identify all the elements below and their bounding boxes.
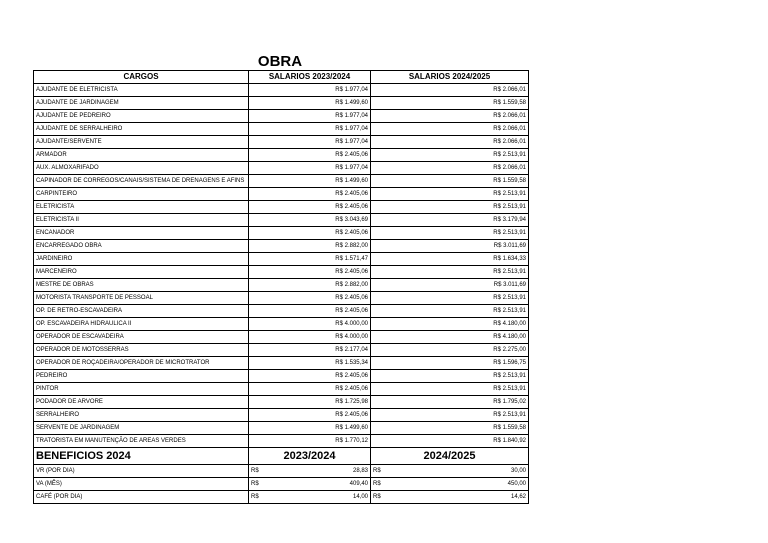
table-row — [34, 123, 529, 136]
cargo-cell: ELETRICISTA — [34, 201, 249, 214]
salary-2023-cell: R$ 3.043,69 — [249, 214, 371, 227]
benefit-2023-cell — [249, 478, 371, 491]
benefits-header-row — [34, 448, 529, 465]
cargo-cell: OPERADOR DE ESCAVADEIRA — [34, 331, 249, 344]
salary-2024-cell: R$ 2.066,01 — [371, 110, 529, 123]
salary-2023-cell: R$ 1.977,04 — [249, 84, 371, 97]
salary-2024-cell: R$ 1.795,02 — [371, 396, 529, 409]
salary-2023-cell: R$ 4.000,00 — [249, 318, 371, 331]
salary-2023-cell: R$ 1.499,60 — [249, 97, 371, 110]
header-cargos: CARGOS — [34, 71, 249, 84]
salary-2023-cell: R$ 1.535,34 — [249, 357, 371, 370]
salary-2024-cell: R$ 2.513,91 — [371, 227, 529, 240]
salary-2023-cell: R$ 1.977,04 — [249, 123, 371, 136]
salary-2023-cell: R$ 2.882,00 — [249, 240, 371, 253]
salary-2024-cell: R$ 2.513,91 — [371, 409, 529, 422]
salary-2024-cell: R$ 2.066,01 — [371, 162, 529, 175]
table-row — [34, 175, 529, 188]
benefit-row — [34, 491, 529, 504]
benefit-2023-value: 28,83 — [352, 468, 368, 474]
cargo-cell: AJUDANTE DE PEDREIRO — [34, 110, 249, 123]
table-row — [34, 227, 529, 240]
table-row — [34, 240, 529, 253]
salary-2024-cell: R$ 1.634,33 — [371, 253, 529, 266]
benefit-label: VR (POR DIA) — [34, 465, 249, 478]
salary-2024-cell: R$ 2.066,01 — [371, 136, 529, 149]
salary-2023-cell: R$ 1.499,60 — [249, 422, 371, 435]
salary-2024-cell: R$ 2.275,00 — [371, 344, 529, 357]
salary-2024-cell: R$ 2.513,91 — [371, 266, 529, 279]
cargo-cell: CARPINTEIRO — [34, 188, 249, 201]
currency-symbol: R$ — [251, 481, 259, 487]
currency-symbol: R$ — [373, 468, 381, 474]
table-row — [34, 331, 529, 344]
table-row — [34, 279, 529, 292]
cargo-cell: AJUDANTE DE ELETRICISTA — [34, 84, 249, 97]
table-row — [34, 136, 529, 149]
table-row — [34, 214, 529, 227]
salary-2024-cell: R$ 1.596,75 — [371, 357, 529, 370]
cargo-cell: MESTRE DE OBRAS — [34, 279, 249, 292]
benefit-2024-value: 30,00 — [510, 468, 526, 474]
salary-2024-cell: R$ 2.513,91 — [371, 305, 529, 318]
benefit-label: VA (MÊS) — [34, 478, 249, 491]
table-row — [34, 84, 529, 97]
salary-2023-cell: R$ 2.405,06 — [249, 201, 371, 214]
salary-2024-cell: R$ 2.513,91 — [371, 370, 529, 383]
salary-2023-cell: R$ 4.000,00 — [249, 331, 371, 344]
salary-2024-cell: R$ 2.513,91 — [371, 383, 529, 396]
benefit-row — [34, 465, 529, 478]
salary-table — [33, 70, 529, 504]
table-row — [34, 422, 529, 435]
salary-2023-cell: R$ 2.405,06 — [249, 227, 371, 240]
table-row — [34, 409, 529, 422]
header-salarios-2024: SALARIOS 2024/2025 — [371, 71, 529, 84]
currency-symbol: R$ — [373, 481, 381, 487]
salary-2023-cell: R$ 2.177,04 — [249, 344, 371, 357]
salary-2024-cell: R$ 4.180,00 — [371, 318, 529, 331]
cargo-cell: PEDREIRO — [34, 370, 249, 383]
salary-2023-cell: R$ 2.405,06 — [249, 409, 371, 422]
cargo-cell: OP. DE RETRO-ESCAVADEIRA — [34, 305, 249, 318]
currency-symbol: R$ — [373, 494, 381, 500]
cargo-cell: PODADOR DE ARVORE — [34, 396, 249, 409]
benefits-col-2024: 2024/2025 — [371, 448, 529, 465]
cargo-cell: TRATORISTA EM MANUTENÇÃO DE AREAS VERDES — [34, 435, 249, 448]
header-salarios-2023: SALARIOS 2023/2024 — [249, 71, 371, 84]
table-row — [34, 149, 529, 162]
benefit-2023-value: 14,00 — [352, 494, 368, 500]
salary-2023-cell: R$ 1.977,04 — [249, 110, 371, 123]
salary-2023-cell: R$ 1.499,60 — [249, 175, 371, 188]
salary-2023-cell: R$ 2.882,00 — [249, 279, 371, 292]
salary-2024-cell: R$ 1.559,58 — [371, 97, 529, 110]
benefit-2024-cell — [371, 465, 529, 478]
cargo-cell: MOTORISTA TRANSPORTE DE PESSOAL — [34, 292, 249, 305]
cargo-cell: SERVENTE DE JARDINAGEM — [34, 422, 249, 435]
table-header-row — [34, 71, 529, 84]
cargo-cell: OPERADOR DE ROÇADEIRA/OPERADOR DE MICROTRATOR — [34, 357, 249, 370]
salary-2024-cell: R$ 2.513,91 — [371, 149, 529, 162]
salary-2023-cell: R$ 2.405,06 — [249, 305, 371, 318]
cargo-cell: ENCARREGADO OBRA — [34, 240, 249, 253]
table-row — [34, 162, 529, 175]
table-row — [34, 266, 529, 279]
benefit-2024-cell — [371, 478, 529, 491]
salary-2024-cell: R$ 3.011,69 — [371, 279, 529, 292]
benefit-2024-value: 14,62 — [510, 494, 526, 500]
cargo-cell: ARMADOR — [34, 149, 249, 162]
page-title: OBRA — [257, 53, 303, 70]
salary-2023-cell: R$ 1.571,47 — [249, 253, 371, 266]
benefit-2023-cell — [249, 491, 371, 504]
cargo-cell: OPERADOR DE MOTOSSERRAS — [34, 344, 249, 357]
table-row — [34, 396, 529, 409]
table-row — [34, 110, 529, 123]
table-row — [34, 357, 529, 370]
salary-2023-cell: R$ 2.405,06 — [249, 149, 371, 162]
benefit-2023-value: 409,40 — [349, 481, 368, 487]
benefit-label: CAFÉ (POR DIA) — [34, 491, 249, 504]
cargo-cell: ENCANADOR — [34, 227, 249, 240]
table-row — [34, 188, 529, 201]
salary-2024-cell: R$ 2.066,01 — [371, 123, 529, 136]
cargo-cell: MARCENEIRO — [34, 266, 249, 279]
table-row — [34, 292, 529, 305]
cargo-cell: PINTOR — [34, 383, 249, 396]
salary-2024-cell: R$ 2.513,91 — [371, 292, 529, 305]
cargo-cell: OP. ESCAVADEIRA HIDRAULICA II — [34, 318, 249, 331]
salary-2024-cell: R$ 1.559,58 — [371, 422, 529, 435]
benefits-title: BENEFICIOS 2024 — [34, 448, 249, 465]
salary-2024-cell: R$ 1.559,58 — [371, 175, 529, 188]
salary-2023-cell: R$ 2.405,06 — [249, 188, 371, 201]
salary-2023-cell: R$ 2.405,06 — [249, 266, 371, 279]
cargo-cell: AJUDANTE DE SERRALHEIRO — [34, 123, 249, 136]
salary-2023-cell: R$ 1.977,04 — [249, 136, 371, 149]
salary-2024-cell: R$ 3.179,94 — [371, 214, 529, 227]
table-row — [34, 383, 529, 396]
salary-2023-cell: R$ 2.405,06 — [249, 292, 371, 305]
table-row — [34, 435, 529, 448]
cargo-cell: SERRALHEIRO — [34, 409, 249, 422]
cargo-cell: CAPINADOR DE CORREGOS/CANAIS/SISTEMA DE DRENAGENS E AFINS — [34, 175, 249, 188]
benefit-row — [34, 478, 529, 491]
table-row — [34, 344, 529, 357]
salary-2023-cell: R$ 2.405,06 — [249, 370, 371, 383]
currency-symbol: R$ — [251, 494, 259, 500]
table-row — [34, 370, 529, 383]
salary-2024-cell: R$ 2.513,91 — [371, 188, 529, 201]
salary-2024-cell: R$ 4.180,00 — [371, 331, 529, 344]
table-row — [34, 201, 529, 214]
table-row — [34, 318, 529, 331]
benefit-2024-cell — [371, 491, 529, 504]
cargo-cell: AJUDANTE DE JARDINAGEM — [34, 97, 249, 110]
salary-2023-cell: R$ 2.405,06 — [249, 383, 371, 396]
cargo-cell: ELETRICISTA II — [34, 214, 249, 227]
salary-2023-cell: R$ 1.977,04 — [249, 162, 371, 175]
salary-2023-cell: R$ 1.770,12 — [249, 435, 371, 448]
cargo-cell: AUX. ALMOXARIFADO — [34, 162, 249, 175]
cargo-cell: AJUDANTE/SERVENTE — [34, 136, 249, 149]
cargo-cell: JARDINEIRO — [34, 253, 249, 266]
table-row — [34, 305, 529, 318]
salary-2024-cell: R$ 2.513,91 — [371, 201, 529, 214]
salary-2024-cell: R$ 2.066,01 — [371, 84, 529, 97]
salary-2023-cell: R$ 1.725,98 — [249, 396, 371, 409]
salary-2024-cell: R$ 3.011,69 — [371, 240, 529, 253]
benefits-col-2023: 2023/2024 — [249, 448, 371, 465]
table-row — [34, 97, 529, 110]
currency-symbol: R$ — [251, 468, 259, 474]
table-row — [34, 253, 529, 266]
benefit-2024-value: 450,00 — [507, 481, 526, 487]
salary-2024-cell: R$ 1.840,92 — [371, 435, 529, 448]
benefit-2023-cell — [249, 465, 371, 478]
